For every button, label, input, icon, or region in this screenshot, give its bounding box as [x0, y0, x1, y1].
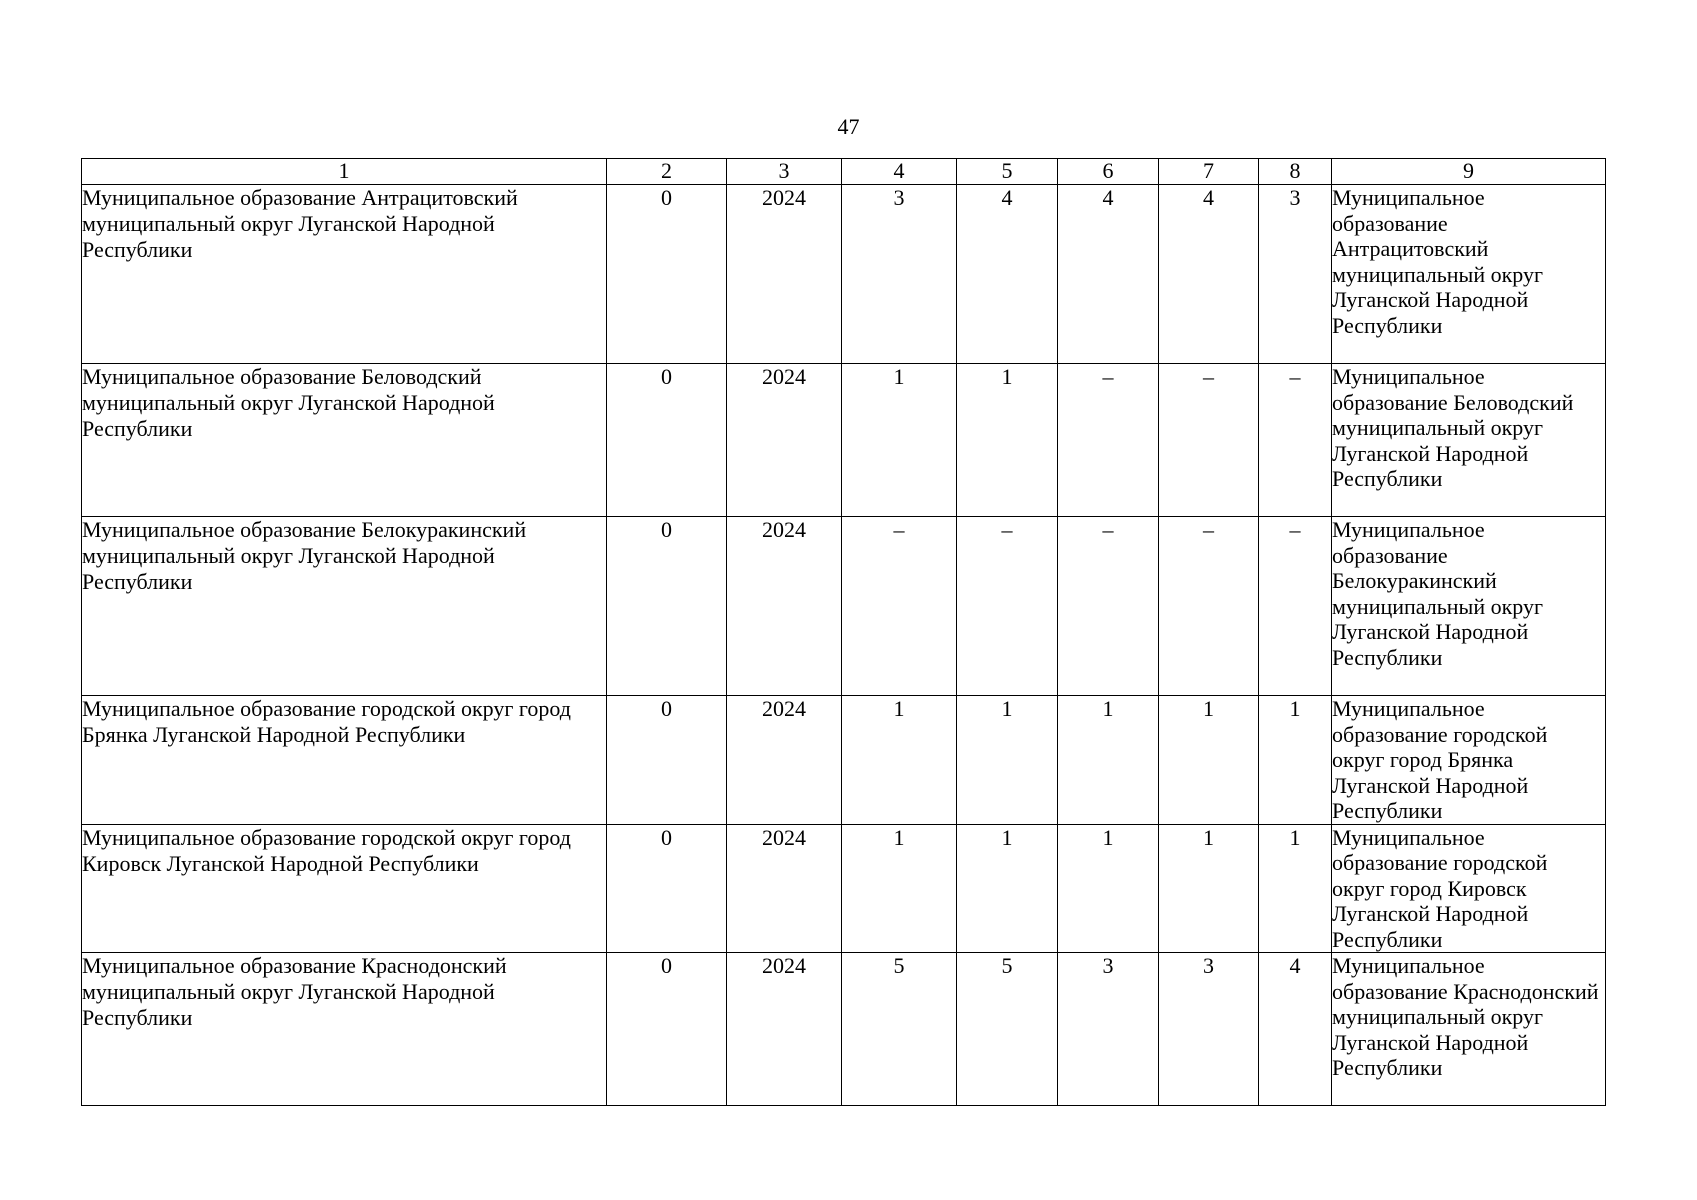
value-cell: 3: [1259, 185, 1332, 364]
value-cell: 3: [1159, 953, 1259, 1106]
table-row: [82, 953, 1606, 1106]
value-cell: 1: [957, 824, 1058, 953]
column-header: 5: [957, 159, 1058, 185]
table-row: [82, 517, 1606, 696]
responsible-cell: Муниципальное образование городской округ город Брянка Луганской Народной Республики: [1332, 696, 1606, 825]
value-cell: –: [1058, 517, 1159, 696]
year-cell: 2024: [727, 696, 842, 825]
data-table: [81, 158, 1606, 1106]
header-row: [82, 159, 1606, 185]
responsible-cell: Муниципальное образование Краснодонский муниципальный округ Луганской Народной Республики: [1332, 953, 1606, 1106]
year-cell: 2024: [727, 185, 842, 364]
value-cell: 5: [957, 953, 1058, 1106]
value-cell: 4: [1259, 953, 1332, 1106]
value-cell: 0: [607, 517, 727, 696]
table-body: [82, 185, 1606, 1106]
column-header: 2: [607, 159, 727, 185]
municipality-name-cell: Муниципальное образование Белокуракинский муниципальный округ Луганской Народной Республики: [82, 517, 607, 696]
column-header: 8: [1259, 159, 1332, 185]
municipality-name-cell: Муниципальное образование Антрацитовский муниципальный округ Луганской Народной Республики: [82, 185, 607, 364]
column-header: 6: [1058, 159, 1159, 185]
value-cell: –: [842, 517, 957, 696]
year-cell: 2024: [727, 517, 842, 696]
year-cell: 2024: [727, 364, 842, 517]
year-cell: 2024: [727, 953, 842, 1106]
value-cell: 4: [1058, 185, 1159, 364]
municipality-name-cell: Муниципальное образование Беловодский муниципальный округ Луганской Народной Республики: [82, 364, 607, 517]
value-cell: 1: [1159, 824, 1259, 953]
column-header: 7: [1159, 159, 1259, 185]
value-cell: 1: [957, 696, 1058, 825]
column-header: 3: [727, 159, 842, 185]
municipality-name-cell: Муниципальное образование Краснодонский муниципальный округ Луганской Народной Республики: [82, 953, 607, 1106]
table-row: [82, 185, 1606, 364]
responsible-cell: Муниципальное образование Антрацитовский муниципальный округ Луганской Народной Республики: [1332, 185, 1606, 364]
page-number: 47: [837, 114, 860, 139]
value-cell: –: [1259, 364, 1332, 517]
value-cell: 1: [1058, 824, 1159, 953]
value-cell: 0: [607, 364, 727, 517]
table-header: [82, 159, 1606, 185]
value-cell: –: [1259, 517, 1332, 696]
value-cell: 5: [842, 953, 957, 1106]
value-cell: 1: [842, 696, 957, 825]
year-cell: 2024: [727, 824, 842, 953]
municipality-name-cell: Муниципальное образование городской округ город Брянка Луганской Народной Республики: [82, 696, 607, 825]
value-cell: 4: [1159, 185, 1259, 364]
column-header: 1: [82, 159, 607, 185]
value-cell: 1: [1159, 696, 1259, 825]
value-cell: 1: [957, 364, 1058, 517]
municipality-name-cell: Муниципальное образование городской округ город Кировск Луганской Народной Республики: [82, 824, 607, 953]
value-cell: –: [1159, 517, 1259, 696]
responsible-cell: Муниципальное образование Белокуракинский муниципальный округ Луганской Народной Республики: [1332, 517, 1606, 696]
value-cell: 4: [957, 185, 1058, 364]
responsible-cell: Муниципальное образование Беловодский муниципальный округ Луганской Народной Республики: [1332, 364, 1606, 517]
table-row: [82, 364, 1606, 517]
column-header: 9: [1332, 159, 1606, 185]
value-cell: –: [957, 517, 1058, 696]
value-cell: 1: [1259, 696, 1332, 825]
value-cell: 0: [607, 824, 727, 953]
value-cell: 1: [842, 824, 957, 953]
value-cell: 1: [842, 364, 957, 517]
table-row: [82, 824, 1606, 953]
value-cell: 1: [1259, 824, 1332, 953]
value-cell: –: [1159, 364, 1259, 517]
value-cell: –: [1058, 364, 1159, 517]
value-cell: 3: [842, 185, 957, 364]
column-header: 4: [842, 159, 957, 185]
responsible-cell: Муниципальное образование городской округ город Кировск Луганской Народной Республики: [1332, 824, 1606, 953]
value-cell: 0: [607, 185, 727, 364]
value-cell: 0: [607, 696, 727, 825]
value-cell: 1: [1058, 696, 1159, 825]
value-cell: 0: [607, 953, 727, 1106]
table-row: [82, 696, 1606, 825]
value-cell: 3: [1058, 953, 1159, 1106]
